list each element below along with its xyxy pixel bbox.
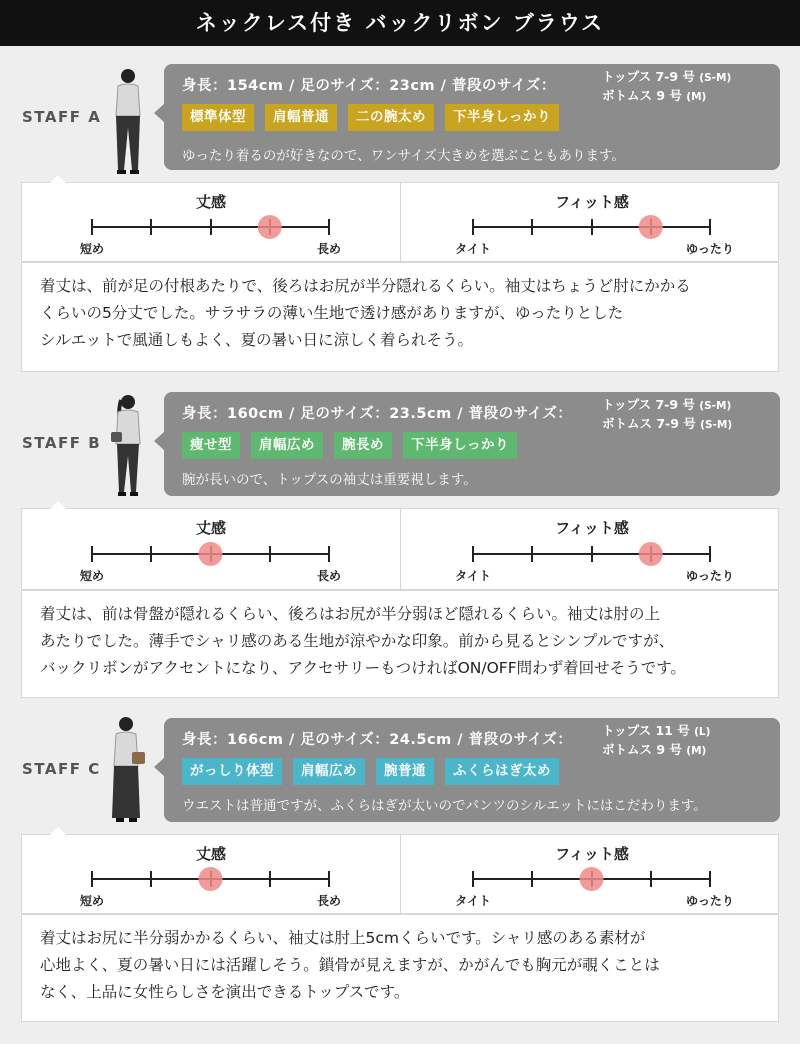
usual-sizes bbox=[602, 68, 731, 106]
page-title: ネックレス付き バックリボン ブラウス bbox=[0, 0, 800, 46]
scale-graphic bbox=[22, 183, 780, 263]
scale-graphic bbox=[22, 835, 780, 915]
bottoms-size: ボトムス 9 号 bbox=[602, 88, 682, 103]
scale-graphic bbox=[22, 509, 780, 591]
review-line: 着丈は、前は骨盤が隠れるくらい、後ろはお尻が半分弱ほど隠れるくらい。袖丈は肘の上 bbox=[40, 605, 661, 623]
fit-scales bbox=[21, 834, 779, 914]
body-badge: 肩幅広め bbox=[293, 758, 365, 785]
fit-scale-title: フィット感 bbox=[555, 845, 629, 863]
review-line: バックリボンがアクセントになり、アクセサリーもつければON/OFF問わず着回せそうです。 bbox=[40, 659, 686, 677]
staff-photo bbox=[104, 392, 150, 504]
body-badge: 下半身しっかり bbox=[403, 432, 517, 459]
staff-stats: 身長：160cm / 足のサイズ：23.5cm / 普段のサイズ： bbox=[182, 406, 573, 422]
staff-photo bbox=[104, 66, 150, 178]
body-badge: 痩せ型 bbox=[182, 432, 240, 459]
staff-label: STAFF A bbox=[22, 108, 102, 126]
length-level-marker bbox=[258, 215, 282, 239]
review-line: シルエットで風通しもよく、夏の暑い日に涼しく着られそう。 bbox=[40, 331, 473, 349]
length-max-label: 長め bbox=[316, 569, 342, 583]
review-line: くらいの5分丈でした。サラサラの薄い生地で透け感がありますが、ゆったりとした bbox=[40, 304, 624, 322]
review-line: なく、上品に女性らしさを演出できるトップスです。 bbox=[40, 983, 410, 1001]
fit-scale-title: フィット感 bbox=[555, 519, 629, 537]
body-badge: 肩幅普通 bbox=[265, 104, 337, 131]
bottoms-size: ボトムス 7-9 号 bbox=[602, 416, 696, 431]
bottoms-size-code: (M) bbox=[686, 745, 707, 757]
bottoms-size-code: (S-M) bbox=[700, 419, 733, 431]
length-scale-title: 丈感 bbox=[195, 193, 227, 211]
body-type-badges bbox=[182, 758, 559, 785]
body-badge: 二の腕太め bbox=[348, 104, 434, 131]
staff-stats: 身長：166cm / 足のサイズ：24.5cm / 普段のサイズ： bbox=[182, 732, 573, 748]
fit-min-label: タイト bbox=[455, 894, 491, 908]
staff-label: STAFF B bbox=[22, 434, 102, 452]
fit-max-label: ゆったり bbox=[686, 894, 734, 908]
staff-photo bbox=[104, 714, 150, 826]
staff-info-box bbox=[164, 392, 780, 496]
body-badge: 腕長め bbox=[334, 432, 392, 459]
staff-comment: ゆったり着るのが好きなので、ワンサイズ大きめを選ぶこともあります。 bbox=[182, 148, 625, 164]
fit-max-label: ゆったり bbox=[686, 242, 734, 256]
fit-scale-title: フィット感 bbox=[555, 193, 629, 211]
staff-review bbox=[21, 590, 779, 698]
tops-size-code: (S-M) bbox=[699, 72, 732, 84]
fit-level-marker bbox=[580, 867, 604, 891]
tops-size-code: (L) bbox=[694, 726, 711, 738]
fit-scales bbox=[21, 182, 779, 262]
staff-review bbox=[21, 914, 779, 1022]
review-line: 着丈はお尻に半分弱かかるくらい、袖丈は肘上5cmくらいです。シャリ感のある素材が bbox=[40, 929, 646, 947]
staff-label: STAFF C bbox=[22, 760, 101, 778]
usual-sizes bbox=[602, 722, 710, 760]
tops-size: トップス 7-9 号 bbox=[602, 69, 695, 84]
review-line: 心地よく、夏の暑い日には活躍しそう。鎖骨が見えますが、かがんでも胸元が覗くことは bbox=[40, 956, 660, 974]
staff-comment: ウエストは普通ですが、ふくらはぎが太いのでパンツのシルエットにはこだわります。 bbox=[182, 798, 707, 814]
tops-size: トップス 7-9 号 bbox=[602, 397, 695, 412]
length-scale-title: 丈感 bbox=[195, 845, 227, 863]
staff-stats: 身長：154cm / 足のサイズ：23cm / 普段のサイズ： bbox=[182, 78, 556, 94]
tops-size: トップス 11 号 bbox=[602, 723, 690, 738]
body-badge: 標準体型 bbox=[182, 104, 254, 131]
staff-info-box bbox=[164, 64, 780, 170]
length-max-label: 長め bbox=[316, 242, 342, 256]
body-badge: 肩幅広め bbox=[251, 432, 323, 459]
staff-review bbox=[21, 262, 779, 372]
length-min-label: 短め bbox=[79, 894, 105, 908]
body-badge: がっしり体型 bbox=[182, 758, 282, 785]
review-line: あたりでした。薄手でシャリ感のある生地が涼やかな印象。前から見るとシンプルですが、 bbox=[40, 632, 675, 650]
bottoms-size: ボトムス 9 号 bbox=[602, 742, 682, 757]
length-min-label: 短め bbox=[79, 242, 105, 256]
body-badge: 下半身しっかり bbox=[445, 104, 559, 131]
review-line: 着丈は、前が足の付根あたりで、後ろはお尻が半分隠れるくらい。袖丈はちょうど肘にかかる bbox=[40, 277, 691, 295]
fit-min-label: タイト bbox=[455, 242, 491, 256]
body-type-badges bbox=[182, 104, 559, 131]
fit-max-label: ゆったり bbox=[686, 569, 734, 583]
body-badge: 腕普通 bbox=[376, 758, 434, 785]
length-scale-title: 丈感 bbox=[195, 519, 227, 537]
fit-min-label: タイト bbox=[455, 569, 491, 583]
length-level-marker bbox=[199, 867, 223, 891]
tops-size-code: (S-M) bbox=[699, 400, 732, 412]
fit-scales bbox=[21, 508, 779, 590]
fit-level-marker bbox=[639, 542, 663, 566]
body-badge: ふくらはぎ太め bbox=[445, 758, 559, 785]
bottoms-size-code: (M) bbox=[686, 91, 707, 103]
usual-sizes bbox=[602, 396, 732, 434]
staff-info-box bbox=[164, 718, 780, 822]
fit-level-marker bbox=[639, 215, 663, 239]
body-type-badges bbox=[182, 432, 517, 459]
length-level-marker bbox=[199, 542, 223, 566]
length-max-label: 長め bbox=[316, 894, 342, 908]
staff-comment: 腕が長いので、トップスの袖丈は重要視します。 bbox=[182, 472, 477, 488]
length-min-label: 短め bbox=[79, 569, 105, 583]
